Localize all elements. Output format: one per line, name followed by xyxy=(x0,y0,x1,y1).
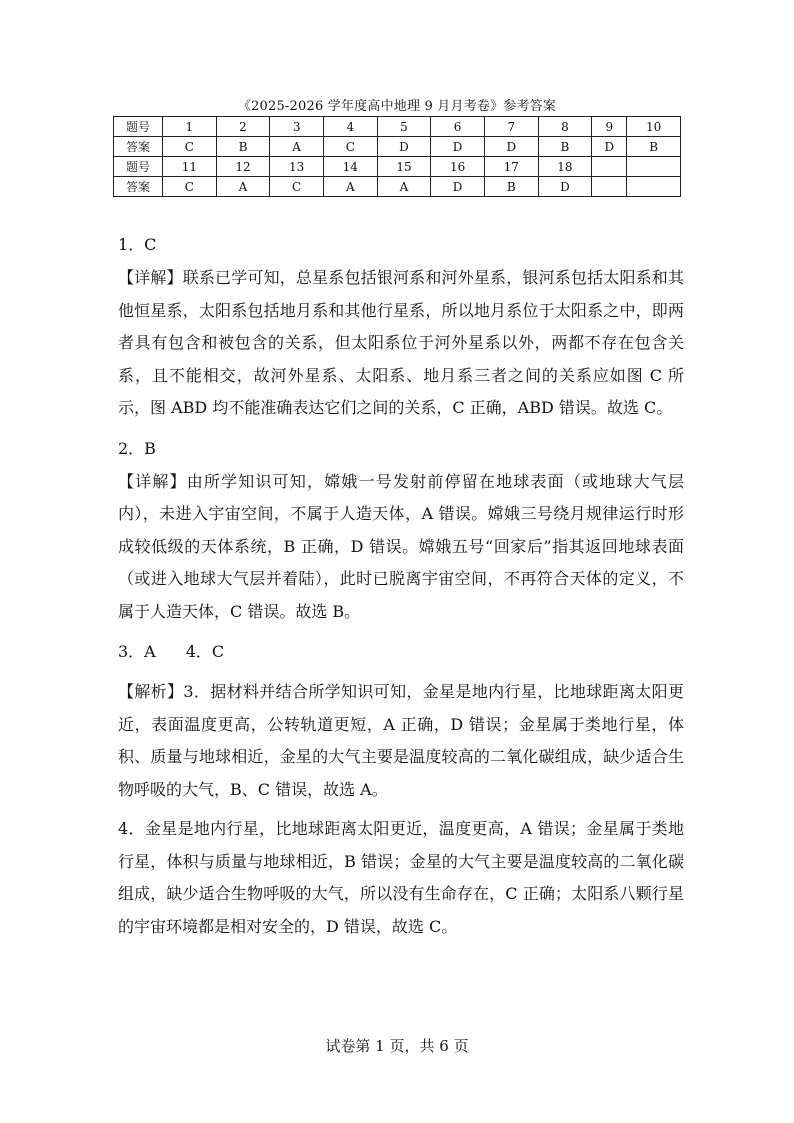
question-3-explanation: 【解析】3．据材料并结合所学知识可知，金星是地内行星，比地球距离太阳更近，表面温度更高，公转轨道更短，A 正确，D 错误；金星属于类地行星，体积、质量与地球相近，金星的大气主要是温度较高的二氧化碳组成，缺少适合生物呼吸的大气，B、C 错误，故选 A。 xyxy=(118,682,684,799)
question-2-answer: 2．B xyxy=(118,438,156,458)
table-cell: 18 xyxy=(538,157,592,177)
table-cell: B xyxy=(538,137,592,157)
table-cell: 17 xyxy=(484,157,538,177)
table-row xyxy=(114,137,681,157)
row-label: 题号 xyxy=(114,117,163,137)
page-footer: 试卷第 1 页，共 6 页 xyxy=(325,1037,469,1055)
table-cell: 9 xyxy=(592,117,627,137)
table-cell: D xyxy=(538,177,592,197)
table-cell: 7 xyxy=(484,117,538,137)
table-cell: C xyxy=(163,137,217,157)
row-label: 答案 xyxy=(114,177,163,197)
page-title: 《2025-2026 学年度高中地理 9 月月考卷》参考答案 xyxy=(237,99,557,114)
table-cell: C xyxy=(323,137,377,157)
table-cell: B xyxy=(216,137,270,157)
table-cell: D xyxy=(377,137,431,157)
question-2-explanation: 【详解】由所学知识可知，嫦娥一号发射前停留在地球表面（或地球大气层内），未进入宇宙空间，不属于人造天体，A 错误。嫦娥三号绕月规律运行时形成较低级的天体系统，B 正确，D 错误。嫦娥五号“回家后”指其返回地球表面（或进入地球大气层并着陆），此时已脱离宇宙空间，不再符合天体的定义，不属于人造天体，C 错误。故选 B。 xyxy=(118,471,684,621)
question-4-explanation: 4．金星是地内行星，比地球距离太阳更近，温度更高，A 错误；金星属于类地行星，体积与质量与地球相近，B 错误；金星的大气主要是温度较高的二氧化碳组成，缺少适合生物呼吸的大气，所以没有生命存在，C 正确；太阳系八颗行星的宇宙环境都是相对安全的，D 错误，故选 C。 xyxy=(118,819,684,936)
table-cell: 14 xyxy=(323,157,377,177)
question-4-answer: 4．C xyxy=(185,642,225,661)
table-cell: 13 xyxy=(270,157,324,177)
table-cell: D xyxy=(431,137,485,157)
table-cell: 6 xyxy=(431,117,485,137)
table-cell: 12 xyxy=(216,157,270,177)
table-cell xyxy=(592,177,627,197)
table-cell: A xyxy=(216,177,270,197)
table-cell: 2 xyxy=(216,117,270,137)
table-cell: 11 xyxy=(163,157,217,177)
table-cell: 10 xyxy=(627,117,681,137)
answer-explanations xyxy=(118,228,684,943)
table-cell: 1 xyxy=(163,117,217,137)
answer-table xyxy=(113,116,681,197)
table-cell: C xyxy=(163,177,217,197)
table-cell: D xyxy=(431,177,485,197)
table-cell: 15 xyxy=(377,157,431,177)
table-cell: D xyxy=(484,137,538,157)
table-row xyxy=(114,157,681,177)
question-1-explanation: 【详解】联系已学可知，总星系包括银河系和河外星系，银河系包括太阳系和其他恒星系，太阳系包括地月系和其他行星系，所以地月系位于太阳系之中，即两者具有包含和被包含的关系，但太阳系位于河外星系以外，两都不存在包含关系，且不能相交，故河外星系、太阳系、地月系三者之间的关系应如图 C 所示，图 ABD 均不能准确表达它们之间的关系，C 正确，ABD 错误。故选 C。 xyxy=(118,268,684,417)
table-cell: A xyxy=(270,137,324,157)
row-label: 题号 xyxy=(114,157,163,177)
table-cell: A xyxy=(323,177,377,197)
table-cell: 3 xyxy=(270,117,324,137)
table-cell xyxy=(627,177,681,197)
table-cell: 4 xyxy=(323,117,377,137)
question-1-answer: 1．C xyxy=(118,235,157,254)
table-cell: D xyxy=(592,137,627,157)
table-row xyxy=(114,177,681,197)
table-cell: 5 xyxy=(377,117,431,137)
table-cell xyxy=(592,157,627,177)
table-cell: 16 xyxy=(431,157,485,177)
table-row xyxy=(114,117,681,137)
table-cell: C xyxy=(270,177,324,197)
table-cell: 8 xyxy=(538,117,592,137)
row-label: 答案 xyxy=(114,137,163,157)
question-3-answer: 3．A xyxy=(118,642,156,661)
table-cell: B xyxy=(484,177,538,197)
table-cell: A xyxy=(377,177,431,197)
question-3-4-answers xyxy=(118,635,684,669)
table-cell: B xyxy=(627,137,681,157)
table-cell xyxy=(627,157,681,177)
